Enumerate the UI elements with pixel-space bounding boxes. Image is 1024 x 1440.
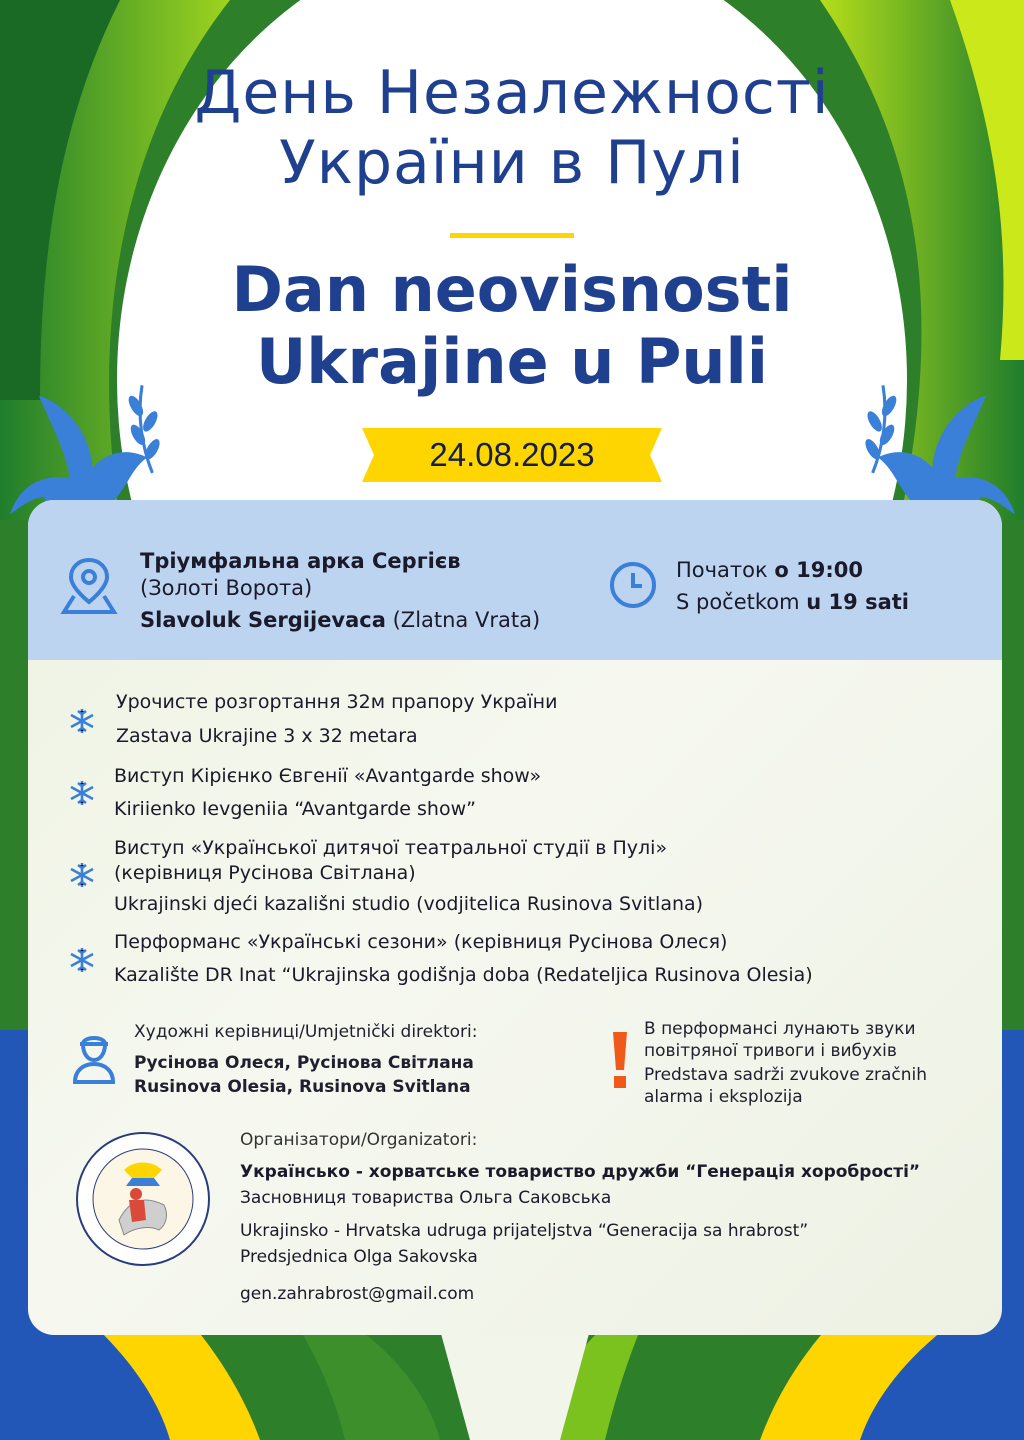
- program-1-ua: Урочисте розгортання 32м прапору України: [116, 691, 558, 713]
- program-4-ua: Перформанс «Українські сезони»: [114, 931, 448, 953]
- warning-hr-2: alarma i eksplozija: [644, 1087, 803, 1107]
- start-time-ua-value: о 19:00: [774, 558, 863, 582]
- start-time-ua: [676, 558, 863, 582]
- organizer-email[interactable]: gen.zahrabrost@gmail.com: [240, 1284, 475, 1304]
- organizer-ua: Українсько - хорватське товариство дружби “Генерація хоробрості”: [240, 1162, 921, 1182]
- program-4-hr-sub: (Redateljica Rusinova Olesia): [536, 964, 813, 986]
- program-4-ua-row: [114, 931, 727, 953]
- program-3-hr: Ukrajinski djeći kazališni studio: [114, 893, 411, 915]
- clock-icon: [608, 560, 658, 610]
- title-hr-line-1: Dan neovisnosti: [231, 253, 793, 326]
- directors-names-ua: Русінова Олеся, Русінова Світлана: [134, 1053, 474, 1073]
- program-3-hr-sub: (vodjitelica Rusinova Svitlana): [416, 893, 704, 915]
- program-1-hr: Zastava Ukrajine 3 x 32 metara: [116, 725, 418, 747]
- info-card: [28, 500, 1002, 1335]
- start-time-ua-prefix: Початок: [676, 558, 768, 582]
- program-3-ua-sub: (керівниця Русінова Світлана): [114, 862, 416, 884]
- directors-label: Художні керівниці/Umjetnički direktori:: [134, 1022, 478, 1042]
- exclamation-icon: [608, 1030, 632, 1090]
- title-divider: [450, 233, 574, 238]
- title-ua-line-2: України в Пулі: [279, 128, 745, 198]
- organization-seal-icon: [74, 1130, 212, 1268]
- program-3-hr-row: [114, 893, 703, 915]
- program-4-hr: Kazalište DR Inat “Ukrajinska godišnja doba: [114, 964, 531, 986]
- location-name-ua: Тріумфальна арка Сергієв: [140, 549, 461, 573]
- start-time-hr-prefix: S početkom: [676, 590, 800, 614]
- program-2-hr: Kiriienko Ievgeniia “Avantgarde show”: [114, 798, 476, 820]
- person-icon: [72, 1030, 116, 1084]
- warning-ua-2: повітряної тривоги і вибухів: [644, 1041, 897, 1061]
- snowflake-icon: [69, 862, 95, 888]
- snowflake-icon: [69, 780, 95, 806]
- warning-ua-1: В перформансі лунають звуки: [644, 1019, 916, 1039]
- program-4-ua-sub: (керівниця Русінова Олеся): [453, 931, 728, 953]
- start-time-hr-value: u 19 sati: [806, 590, 909, 614]
- warning-hr-1: Predstava sadrži zvukove zračnih: [644, 1065, 928, 1085]
- program-3-ua: Виступ «Української дитячої театральної студії в Пулі»: [114, 837, 668, 859]
- organizer-hr: Ukrajinsko - Hrvatska udruga prijateljstva “Generacija sa hrabrost”: [240, 1221, 809, 1241]
- organizer-ua-founder: Засновниця товариства Ольга Саковська: [240, 1188, 612, 1208]
- title-ukrainian: [0, 58, 1024, 198]
- program-2-ua: Виступ Кірієнко Євгенії «Avantgarde show»: [114, 765, 542, 787]
- location-name-ua-sub: (Золоті Ворота): [140, 576, 313, 600]
- location-name-hr: Slavoluk Sergijevaca: [140, 608, 386, 632]
- location-pin-icon: [60, 556, 118, 616]
- start-time-hr: [676, 590, 909, 614]
- location-name-hr-row: [140, 608, 540, 632]
- program-4-hr-row: [114, 964, 813, 986]
- event-date: 24.08.2023: [429, 436, 595, 473]
- snowflake-icon: [69, 708, 95, 734]
- directors-names-hr: Rusinova Olesia, Rusinova Svitlana: [134, 1077, 471, 1097]
- snowflake-icon: [69, 947, 95, 973]
- title-hr-line-2: Ukrajine u Puli: [255, 325, 769, 398]
- organizer-hr-founder: Predsjednica Olga Sakovska: [240, 1247, 478, 1267]
- location-name-hr-sub: (Zlatna Vrata): [392, 608, 541, 632]
- title-ua-line-1: День Незалежності: [194, 58, 830, 128]
- organizers-label: Організатори/Organizatori:: [240, 1130, 478, 1150]
